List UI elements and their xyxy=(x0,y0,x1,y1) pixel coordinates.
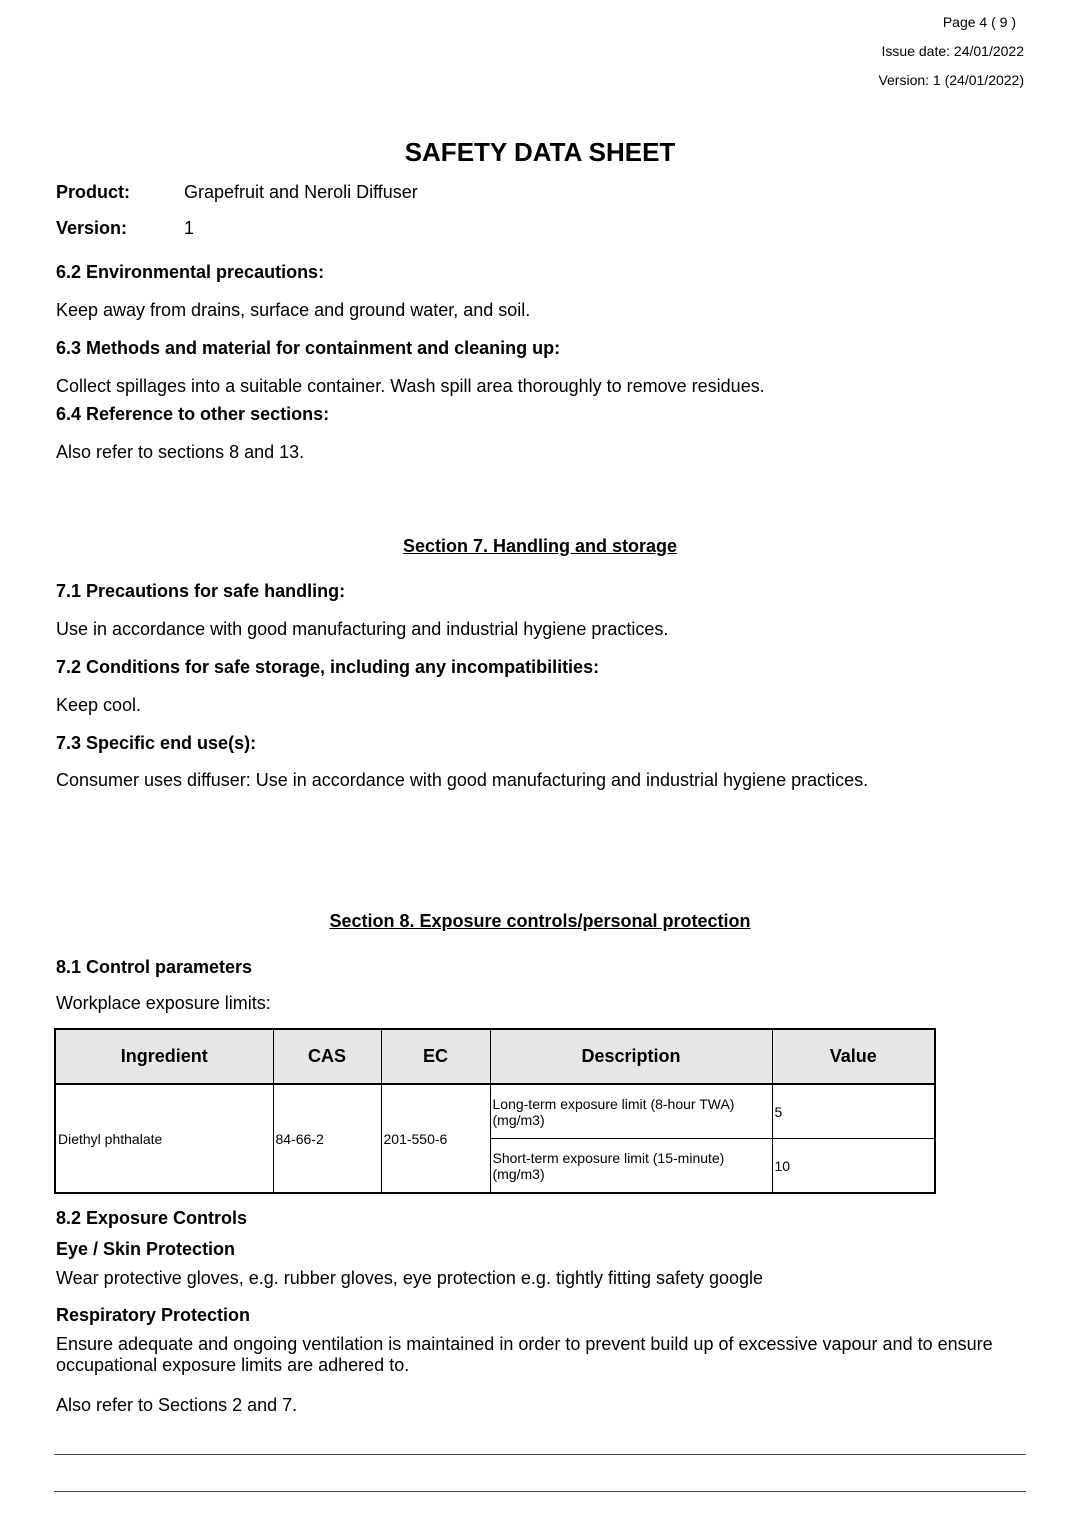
version-label: Version: xyxy=(56,218,128,238)
eye-skin-heading: Eye / Skin Protection xyxy=(56,1239,236,1259)
column-header-ec: EC xyxy=(381,1029,490,1084)
text-6-2: Keep away from drains, surface and ground water, and soil. xyxy=(56,300,531,320)
heading-6-4: 6.4 Reference to other sections: xyxy=(56,404,330,424)
heading-7-2: 7.2 Conditions for safe storage, including any incompatibilities: xyxy=(56,657,600,677)
column-header-value: Value xyxy=(772,1029,935,1084)
heading-7-1: 7.1 Precautions for safe handling: xyxy=(56,581,346,601)
section-7-title: Section 7. Handling and storage xyxy=(402,536,678,556)
column-header-cas: CAS xyxy=(273,1029,381,1084)
column-header-ingredient: Ingredient xyxy=(55,1029,273,1084)
cell-description: Short-term exposure limit (15-minute) (mg/m3) xyxy=(490,1139,772,1194)
heading-7-3: 7.3 Specific end use(s): xyxy=(56,733,257,753)
heading-8-2: 8.2 Exposure Controls xyxy=(56,1208,248,1228)
cell-cas: 84-66-2 xyxy=(273,1084,381,1193)
cell-value: 10 xyxy=(772,1139,935,1194)
footer-divider-top xyxy=(54,1454,1026,1455)
cell-ec: 201-550-6 xyxy=(381,1084,490,1193)
cell-value: 5 xyxy=(772,1084,935,1139)
table-header-row xyxy=(55,1029,935,1084)
product-value: Grapefruit and Neroli Diffuser xyxy=(184,182,418,202)
issue-date: Issue date: 24/01/2022 xyxy=(881,43,1024,59)
text-6-3: Collect spillages into a suitable container. Wash spill area thoroughly to remove residues. xyxy=(56,376,765,396)
section-8-title: Section 8. Exposure controls/personal protection xyxy=(329,911,751,931)
version-date: Version: 1 (24/01/2022) xyxy=(878,72,1024,88)
cell-description: Long-term exposure limit (8-hour TWA) (mg/m3) xyxy=(490,1084,772,1139)
table-row xyxy=(55,1084,935,1139)
respiratory-heading: Respiratory Protection xyxy=(56,1305,251,1325)
product-label: Product: xyxy=(56,182,130,202)
text-7-1: Use in accordance with good manufacturing and industrial hygiene practices. xyxy=(56,619,669,639)
also-refer-text: Also refer to Sections 2 and 7. xyxy=(56,1395,298,1415)
document-title: SAFETY DATA SHEET xyxy=(404,137,676,167)
text-6-4: Also refer to sections 8 and 13. xyxy=(56,442,305,462)
exposure-limits-table xyxy=(54,1028,936,1194)
heading-8-1: 8.1 Control parameters xyxy=(56,957,253,977)
text-7-3: Consumer uses diffuser: Use in accordance with good manufacturing and industrial hygiene practices. xyxy=(56,770,869,790)
footer-divider-bottom xyxy=(54,1491,1026,1492)
eye-skin-text: Wear protective gloves, e.g. rubber gloves, eye protection e.g. tightly fitting safety google xyxy=(56,1268,764,1288)
column-header-description: Description xyxy=(490,1029,772,1084)
cell-ingredient: Diethyl phthalate xyxy=(55,1084,273,1193)
text-8-1: Workplace exposure limits: xyxy=(56,993,271,1013)
respiratory-text: Ensure adequate and ongoing ventilation is maintained in order to prevent build up of excessive vapour and to ensure occupational exposure limits are adhered to. xyxy=(56,1334,993,1375)
version-value: 1 xyxy=(184,218,195,238)
text-7-2: Keep cool. xyxy=(56,695,142,715)
heading-6-2: 6.2 Environmental precautions: xyxy=(56,262,325,282)
page-number: Page 4 ( 9 ) xyxy=(942,14,1016,30)
heading-6-3: 6.3 Methods and material for containment and cleaning up: xyxy=(56,338,561,358)
